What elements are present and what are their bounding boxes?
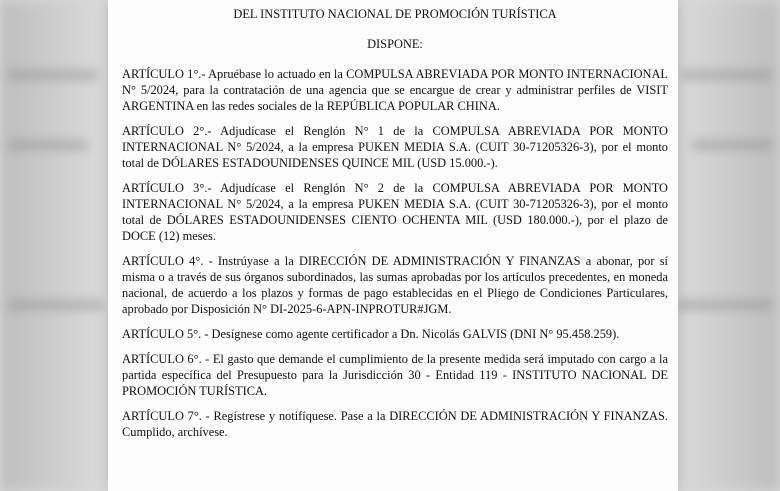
article-3: ARTÍCULO 3°.- Adjudícase el Renglón N° 2 de la COMPULSA ABREVIADA POR MONTO INTERNACIONAL N° 5/2024, a la empresa PUKEN MEDIA S.A. (CUIT 30-71205326-3), por el monto total de DÓLARES ESTADOUNIDENSES CIENTO OCHENTA MIL (USD 180.000.-), por el plazo de DOCE (12) meses.	[122, 181, 668, 243]
blurred-text	[8, 140, 88, 150]
article-7: ARTÍCULO 7°. - Regístrese y notifíquese. Pase a la DIRECCIÓN DE ADMINISTRACIÓN Y FINANZAS. Cumplido, archívese.	[122, 409, 668, 439]
article-6: ARTÍCULO 6°. - El gasto que demande el cumplimiento de la presente medida será imputado con cargo a la partida específica del Presupuesto para la Jurisdicción 30 - Entidad 119 - INSTITUTO NACIONAL DE PROMOCIÓN TURÍSTICA.	[122, 352, 668, 398]
blurred-text	[682, 70, 772, 80]
article-2: ARTÍCULO 2°.- Adjudícase el Renglón N° 1 de la COMPULSA ABREVIADA POR MONTO INTERNACIONAL N° 5/2024, a la empresa PUKEN MEDIA S.A. (CUIT 30-71205326-3), por el monto total de DÓLARES ESTADOUNIDENSES QUINCE MIL (USD 15.000.-).	[122, 124, 668, 170]
blurred-text	[692, 140, 772, 150]
blurred-text	[677, 300, 772, 310]
article-5: ARTÍCULO 5°. - Desígnese como agente certificador a Dn. Nicolás GALVIS (DNI N° 95.458.259).	[122, 327, 620, 341]
article-1: ARTÍCULO 1°.- Apruébase lo actuado en la COMPULSA ABREVIADA POR MONTO INTERNACIONAL N° 5/2024, para la contratación de una agencia que se encargue de crear y administrar perfiles de VISIT ARGENTINA en las redes sociales de la REPÚBLICA POPULAR CHINA.	[122, 67, 668, 113]
article-4: ARTÍCULO 4°. - Instrúyase a la DIRECCIÓN DE ADMINISTRACIÓN Y FINANZAS a abonar, por sí misma o a través de sus órganos subordinados, las sumas aprobadas por los artículos precedentes, en moneda nacional, de acuerdo a los plazos y formas de pago establecidas en el Pliego de Condiciones Particulares, aprobado por Disposición N° DI-2025-6-APN-INPROTUR#JGM.	[122, 254, 668, 316]
blurred-text	[8, 300, 103, 310]
dispone-heading: DISPONE:	[367, 37, 423, 51]
blurred-text	[8, 70, 98, 80]
document-page	[108, 0, 678, 491]
institution-heading: DEL INSTITUTO NACIONAL DE PROMOCIÓN TURÍSTICA	[233, 7, 557, 21]
document-body	[122, 6, 668, 449]
